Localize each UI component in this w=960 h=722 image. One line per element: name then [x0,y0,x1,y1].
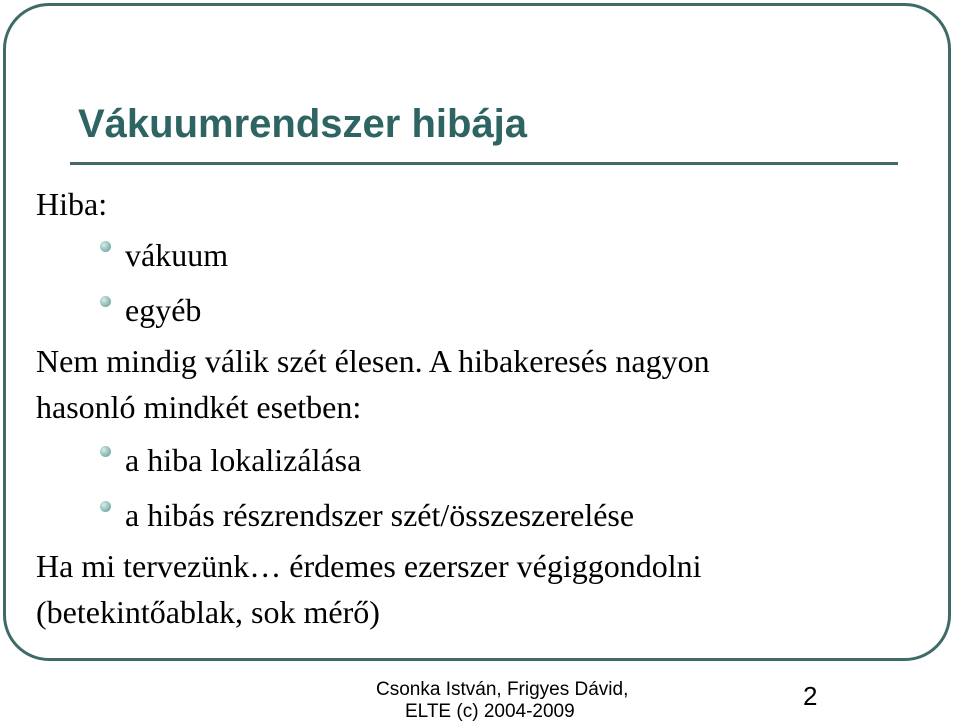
bullet-text: egyéb [125,292,202,328]
section-heading-hiba: Hiba: [36,186,108,222]
bullet-text: a hiba lokalizálása [125,442,362,478]
bullet-dot-icon [100,296,111,307]
bullet-dot-icon [100,501,111,512]
footer-authors: Csonka István, Frigyes Dávid, [376,679,629,700]
footer-copyright: ELTE (c) 2004-2009 [405,701,575,722]
bullet-dot-icon [100,241,111,252]
paragraph-line: hasonló mindkét esetben: [36,389,362,425]
paragraph-line: Nem mindig válik szét élesen. A hibakeresés nagyon [36,343,710,379]
bullet-text: a hibás részrendszer szét/összeszerelése [125,497,635,533]
paragraph-line: (betekintőablak, sok mérő) [36,594,380,630]
slide-title: Vákuumrendszer hibája [78,102,528,146]
bullet-dot-icon [100,446,111,457]
page-number: 2 [803,681,818,711]
paragraph-line: Ha mi tervezünk… érdemes ezerszer végiggondolni [36,548,702,584]
bullet-text: vákuum [125,237,229,273]
title-underline [70,162,898,165]
